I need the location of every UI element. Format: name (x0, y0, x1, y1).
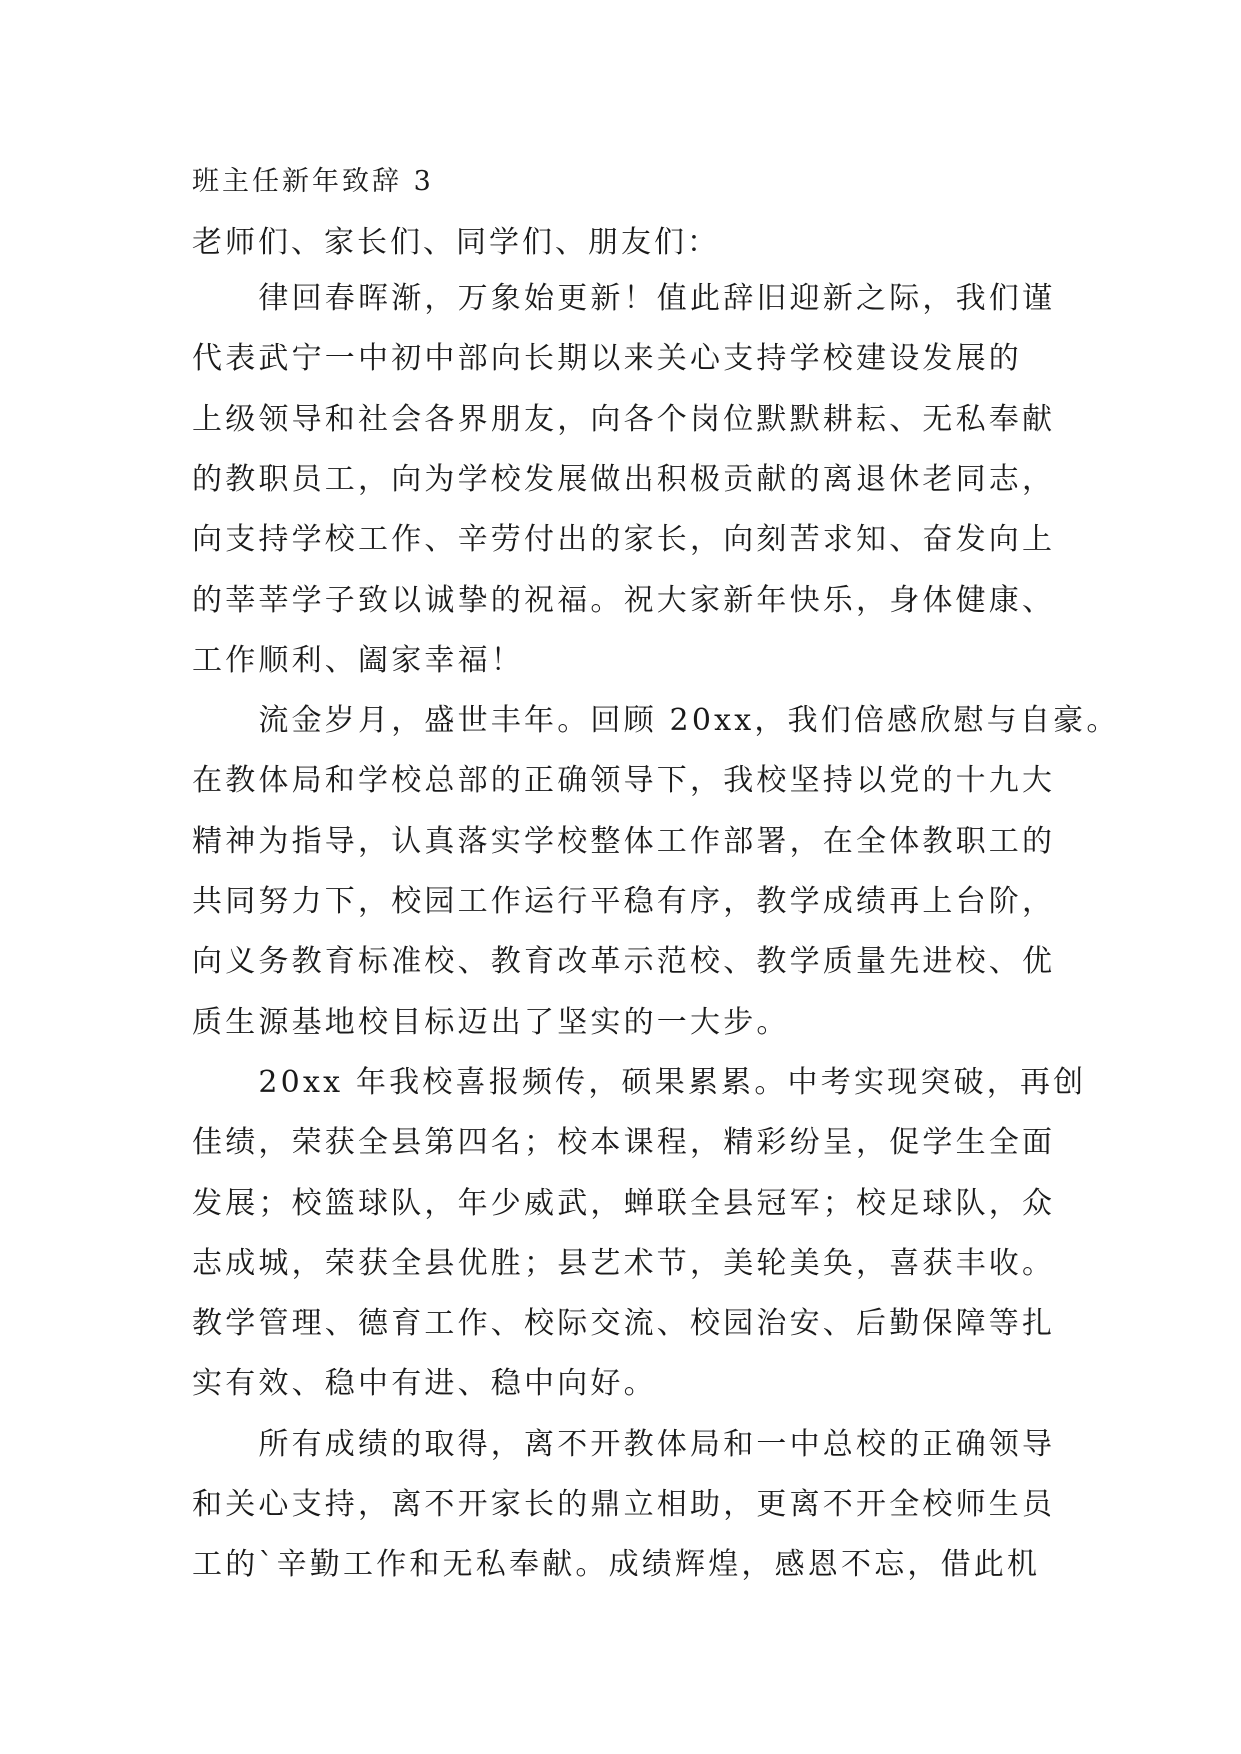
body-line: 佳绩，荣获全县第四名；校本课程，精彩纷呈，促学生全面 (192, 1125, 1056, 1161)
body-line: 实有效、稳中有进、稳中向好。 (192, 1366, 657, 1402)
body-line: 和关心支持，离不开家长的鼎立相助，更离不开全校师生员 (192, 1487, 1056, 1522)
body-line: 向支持学校工作、辛劳付出的家长，向刻苦求知、奋发向上 (192, 522, 1056, 558)
body-line: 志成城，荣获全县优胜；县艺术节，美轮美奂，喜获丰收。 (192, 1245, 1056, 1281)
body-line: 的莘莘学子致以诚挚的祝福。祝大家新年快乐，身体健康、 (192, 582, 1056, 618)
body-line: 所有成绩的取得，离不开教体局和一中总校的正确领导 (192, 1426, 1056, 1462)
body-line: 工作顺利、阖家幸福！ (192, 642, 524, 678)
body-line: 上级领导和社会各界朋友，向各个岗位默默耕耘、无私奉献 (192, 401, 1056, 437)
body-line: 共同努力下，校园工作运行平稳有序，教学成绩再上台阶， (192, 884, 1056, 919)
body-line: 律回春晖渐，万象始更新！值此辞旧迎新之际，我们谨 (192, 281, 1056, 316)
body-line: 质生源基地校目标迈出了坚实的一大步。 (192, 1004, 790, 1040)
body-line: 向义务教育标准校、教育改革示范校、教学质量先进校、优 (192, 944, 1056, 980)
body-line: 流金岁月，盛世丰年。回顾 20xx，我们倍感欣慰与自豪。 (192, 703, 1120, 739)
document-title: 班主任新年致辞 3 (192, 166, 434, 197)
body-line: 教学管理、德育工作、校际交流、校园治安、后勤保障等扎 (192, 1306, 1056, 1342)
body-line: 精神为指导，认真落实学校整体工作部署，在全体教职工的 (192, 823, 1056, 859)
body-line: 工的`辛勤工作和无私奉献。成绩辉煌，感恩不忘，借此机 (192, 1547, 1041, 1583)
body-line: 代表武宁一中初中部向长期以来关心支持学校建设发展的 (192, 341, 1022, 377)
body-line: 20xx 年我校喜报频传，硕果累累。中考实现突破，再创 (192, 1064, 1087, 1100)
greeting-line: 老师们、家长们、同学们、朋友们： (192, 225, 720, 260)
body-line: 的教职员工，向为学校发展做出积极贡献的离退休老同志， (192, 461, 1056, 497)
body-line: 在教体局和学校总部的正确领导下，我校坚持以党的十九大 (192, 763, 1056, 799)
body-line: 发展；校篮球队，年少威武，蝉联全县冠军；校足球队，众 (192, 1185, 1056, 1221)
